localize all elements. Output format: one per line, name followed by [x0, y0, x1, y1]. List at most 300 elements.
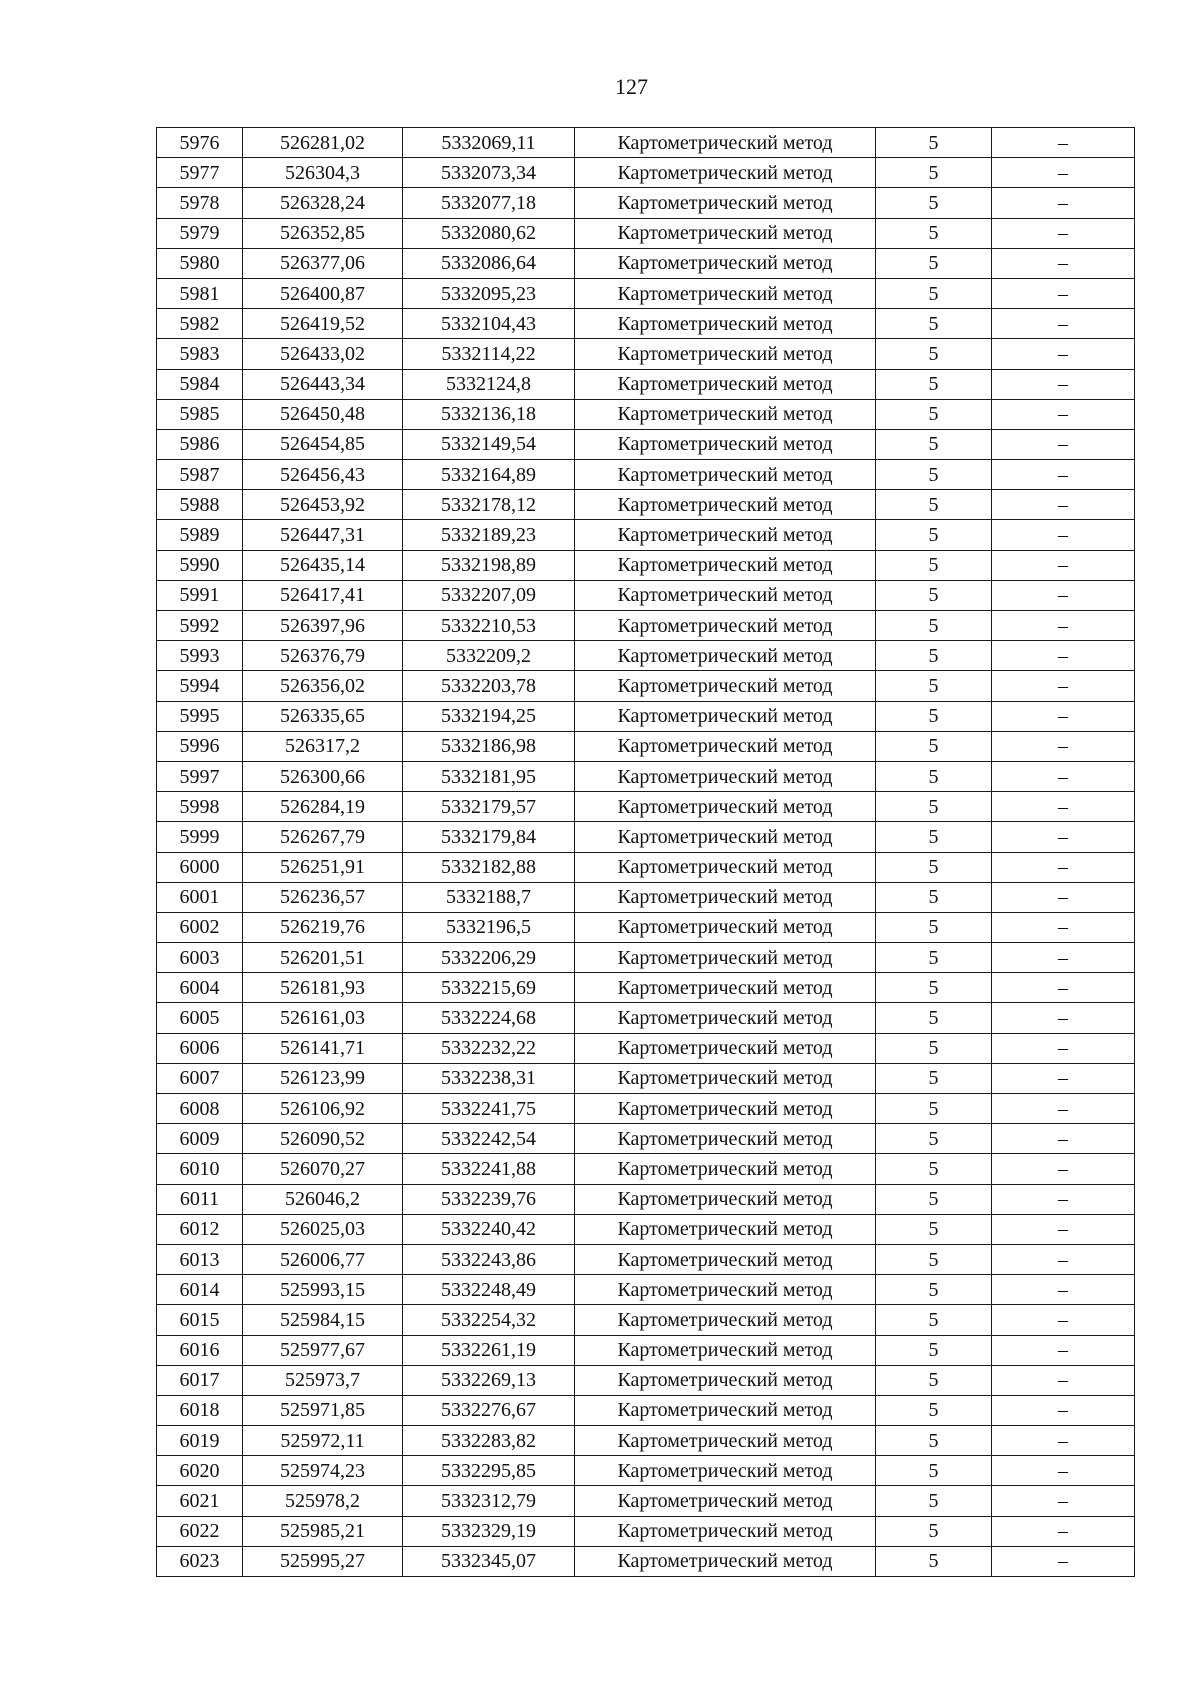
method-cell: Картометрический метод: [575, 278, 876, 308]
table-row: [157, 1124, 1135, 1154]
accuracy-cell: 5: [876, 1124, 992, 1154]
method-cell: Картометрический метод: [575, 882, 876, 912]
x-coordinate-cell: 526201,51: [243, 943, 403, 973]
method-cell: Картометрический метод: [575, 1486, 876, 1516]
x-coordinate-cell: 526300,66: [243, 761, 403, 791]
x-coordinate-cell: 526400,87: [243, 278, 403, 308]
table-row: [157, 792, 1135, 822]
point-number-cell: 6001: [157, 882, 243, 912]
description-cell: –: [992, 1516, 1135, 1546]
table-row: [157, 973, 1135, 1003]
accuracy-cell: 5: [876, 278, 992, 308]
description-cell: –: [992, 580, 1135, 610]
method-cell: Картометрический метод: [575, 248, 876, 278]
point-number-cell: 5994: [157, 671, 243, 701]
table-row: [157, 520, 1135, 550]
table-row: [157, 580, 1135, 610]
table-row: [157, 218, 1135, 248]
point-number-cell: 6016: [157, 1335, 243, 1365]
point-number-cell: 6002: [157, 912, 243, 942]
point-number-cell: 6004: [157, 973, 243, 1003]
point-number-cell: 6021: [157, 1486, 243, 1516]
accuracy-cell: 5: [876, 188, 992, 218]
method-cell: Картометрический метод: [575, 1365, 876, 1395]
description-cell: –: [992, 1395, 1135, 1425]
description-cell: –: [992, 822, 1135, 852]
y-coordinate-cell: 5332206,29: [403, 943, 575, 973]
description-cell: –: [992, 1184, 1135, 1214]
method-cell: Картометрический метод: [575, 1094, 876, 1124]
y-coordinate-cell: 5332198,89: [403, 550, 575, 580]
accuracy-cell: 5: [876, 248, 992, 278]
description-cell: –: [992, 278, 1135, 308]
table-row: [157, 1335, 1135, 1365]
y-coordinate-cell: 5332329,19: [403, 1516, 575, 1546]
method-cell: Картометрический метод: [575, 641, 876, 671]
method-cell: Картометрический метод: [575, 852, 876, 882]
description-cell: –: [992, 550, 1135, 580]
accuracy-cell: 5: [876, 1305, 992, 1335]
method-cell: Картометрический метод: [575, 1003, 876, 1033]
method-cell: Картометрический метод: [575, 1275, 876, 1305]
accuracy-cell: 5: [876, 490, 992, 520]
accuracy-cell: 5: [876, 641, 992, 671]
y-coordinate-cell: 5332241,88: [403, 1154, 575, 1184]
accuracy-cell: 5: [876, 1546, 992, 1576]
x-coordinate-cell: 525971,85: [243, 1395, 403, 1425]
table-row: [157, 158, 1135, 188]
description-cell: –: [992, 882, 1135, 912]
x-coordinate-cell: 526141,71: [243, 1033, 403, 1063]
method-cell: Картометрический метод: [575, 943, 876, 973]
x-coordinate-cell: 526453,92: [243, 490, 403, 520]
table-row: [157, 1063, 1135, 1093]
x-coordinate-cell: 526181,93: [243, 973, 403, 1003]
y-coordinate-cell: 5332210,53: [403, 611, 575, 641]
method-cell: Картометрический метод: [575, 1456, 876, 1486]
accuracy-cell: 5: [876, 429, 992, 459]
x-coordinate-cell: 526090,52: [243, 1124, 403, 1154]
y-coordinate-cell: 5332179,84: [403, 822, 575, 852]
x-coordinate-cell: 526236,57: [243, 882, 403, 912]
point-number-cell: 5979: [157, 218, 243, 248]
description-cell: –: [992, 852, 1135, 882]
accuracy-cell: 5: [876, 339, 992, 369]
method-cell: Картометрический метод: [575, 550, 876, 580]
y-coordinate-cell: 5332136,18: [403, 399, 575, 429]
x-coordinate-cell: 526006,77: [243, 1244, 403, 1274]
table-row: [157, 1486, 1135, 1516]
method-cell: Картометрический метод: [575, 822, 876, 852]
y-coordinate-cell: 5332077,18: [403, 188, 575, 218]
description-cell: –: [992, 1094, 1135, 1124]
point-number-cell: 6020: [157, 1456, 243, 1486]
x-coordinate-cell: 526304,3: [243, 158, 403, 188]
table-row: [157, 912, 1135, 942]
y-coordinate-cell: 5332241,75: [403, 1094, 575, 1124]
point-number-cell: 6011: [157, 1184, 243, 1214]
accuracy-cell: 5: [876, 731, 992, 761]
x-coordinate-cell: 525977,67: [243, 1335, 403, 1365]
point-number-cell: 6010: [157, 1154, 243, 1184]
y-coordinate-cell: 5332069,11: [403, 128, 575, 158]
accuracy-cell: 5: [876, 580, 992, 610]
y-coordinate-cell: 5332209,2: [403, 641, 575, 671]
y-coordinate-cell: 5332283,82: [403, 1426, 575, 1456]
point-number-cell: 5986: [157, 429, 243, 459]
table-row: [157, 882, 1135, 912]
x-coordinate-cell: 526106,92: [243, 1094, 403, 1124]
x-coordinate-cell: 526435,14: [243, 550, 403, 580]
y-coordinate-cell: 5332104,43: [403, 309, 575, 339]
point-number-cell: 6005: [157, 1003, 243, 1033]
accuracy-cell: 5: [876, 761, 992, 791]
point-number-cell: 6008: [157, 1094, 243, 1124]
table-row: [157, 1395, 1135, 1425]
description-cell: –: [992, 611, 1135, 641]
table-row: [157, 641, 1135, 671]
x-coordinate-cell: 525973,7: [243, 1365, 403, 1395]
method-cell: Картометрический метод: [575, 792, 876, 822]
x-coordinate-cell: 526377,06: [243, 248, 403, 278]
description-cell: –: [992, 1033, 1135, 1063]
method-cell: Картометрический метод: [575, 1244, 876, 1274]
x-coordinate-cell: 526281,02: [243, 128, 403, 158]
point-number-cell: 6017: [157, 1365, 243, 1395]
point-number-cell: 5980: [157, 248, 243, 278]
y-coordinate-cell: 5332186,98: [403, 731, 575, 761]
x-coordinate-cell: 526219,76: [243, 912, 403, 942]
point-number-cell: 5987: [157, 460, 243, 490]
y-coordinate-cell: 5332080,62: [403, 218, 575, 248]
point-number-cell: 6015: [157, 1305, 243, 1335]
point-number-cell: 5998: [157, 792, 243, 822]
x-coordinate-cell: 526419,52: [243, 309, 403, 339]
method-cell: Картометрический метод: [575, 399, 876, 429]
method-cell: Картометрический метод: [575, 671, 876, 701]
y-coordinate-cell: 5332189,23: [403, 520, 575, 550]
y-coordinate-cell: 5332178,12: [403, 490, 575, 520]
point-number-cell: 5991: [157, 580, 243, 610]
x-coordinate-cell: 526447,31: [243, 520, 403, 550]
y-coordinate-cell: 5332238,31: [403, 1063, 575, 1093]
x-coordinate-cell: 526025,03: [243, 1214, 403, 1244]
point-number-cell: 5997: [157, 761, 243, 791]
x-coordinate-cell: 526417,41: [243, 580, 403, 610]
x-coordinate-cell: 526335,65: [243, 701, 403, 731]
method-cell: Картометрический метод: [575, 1214, 876, 1244]
description-cell: –: [992, 1335, 1135, 1365]
accuracy-cell: 5: [876, 1184, 992, 1214]
y-coordinate-cell: 5332261,19: [403, 1335, 575, 1365]
coordinates-table-body: [157, 128, 1135, 1577]
table-row: [157, 1516, 1135, 1546]
table-row: [157, 278, 1135, 308]
point-number-cell: 6014: [157, 1275, 243, 1305]
accuracy-cell: 5: [876, 1244, 992, 1274]
y-coordinate-cell: 5332248,49: [403, 1275, 575, 1305]
table-row: [157, 1305, 1135, 1335]
table-row: [157, 943, 1135, 973]
description-cell: –: [992, 218, 1135, 248]
table-row: [157, 1214, 1135, 1244]
x-coordinate-cell: 526376,79: [243, 641, 403, 671]
point-number-cell: 5990: [157, 550, 243, 580]
accuracy-cell: 5: [876, 460, 992, 490]
accuracy-cell: 5: [876, 158, 992, 188]
description-cell: –: [992, 761, 1135, 791]
point-number-cell: 6022: [157, 1516, 243, 1546]
x-coordinate-cell: 525972,11: [243, 1426, 403, 1456]
y-coordinate-cell: 5332164,89: [403, 460, 575, 490]
table-row: [157, 309, 1135, 339]
description-cell: –: [992, 429, 1135, 459]
method-cell: Картометрический метод: [575, 158, 876, 188]
y-coordinate-cell: 5332181,95: [403, 761, 575, 791]
point-number-cell: 5995: [157, 701, 243, 731]
y-coordinate-cell: 5332345,07: [403, 1546, 575, 1576]
x-coordinate-cell: 525974,23: [243, 1456, 403, 1486]
method-cell: Картометрический метод: [575, 339, 876, 369]
x-coordinate-cell: 526328,24: [243, 188, 403, 218]
method-cell: Картометрический метод: [575, 1305, 876, 1335]
point-number-cell: 6023: [157, 1546, 243, 1576]
y-coordinate-cell: 5332124,8: [403, 369, 575, 399]
point-number-cell: 5996: [157, 731, 243, 761]
method-cell: Картометрический метод: [575, 1395, 876, 1425]
description-cell: –: [992, 1486, 1135, 1516]
method-cell: Картометрический метод: [575, 1516, 876, 1546]
description-cell: –: [992, 912, 1135, 942]
y-coordinate-cell: 5332269,13: [403, 1365, 575, 1395]
accuracy-cell: 5: [876, 550, 992, 580]
accuracy-cell: 5: [876, 882, 992, 912]
x-coordinate-cell: 526433,02: [243, 339, 403, 369]
point-number-cell: 5976: [157, 128, 243, 158]
accuracy-cell: 5: [876, 701, 992, 731]
point-number-cell: 6012: [157, 1214, 243, 1244]
point-number-cell: 5993: [157, 641, 243, 671]
method-cell: Картометрический метод: [575, 611, 876, 641]
description-cell: –: [992, 731, 1135, 761]
y-coordinate-cell: 5332095,23: [403, 278, 575, 308]
x-coordinate-cell: 526317,2: [243, 731, 403, 761]
table-row: [157, 1456, 1135, 1486]
description-cell: –: [992, 1305, 1135, 1335]
point-number-cell: 5984: [157, 369, 243, 399]
accuracy-cell: 5: [876, 1063, 992, 1093]
y-coordinate-cell: 5332243,86: [403, 1244, 575, 1274]
point-number-cell: 6006: [157, 1033, 243, 1063]
method-cell: Картометрический метод: [575, 701, 876, 731]
accuracy-cell: 5: [876, 1003, 992, 1033]
table-row: [157, 822, 1135, 852]
method-cell: Картометрический метод: [575, 128, 876, 158]
table-row: [157, 248, 1135, 278]
y-coordinate-cell: 5332215,69: [403, 973, 575, 1003]
accuracy-cell: 5: [876, 792, 992, 822]
description-cell: –: [992, 460, 1135, 490]
description-cell: –: [992, 158, 1135, 188]
y-coordinate-cell: 5332240,42: [403, 1214, 575, 1244]
description-cell: –: [992, 369, 1135, 399]
accuracy-cell: 5: [876, 822, 992, 852]
accuracy-cell: 5: [876, 611, 992, 641]
x-coordinate-cell: 525995,27: [243, 1546, 403, 1576]
description-cell: –: [992, 1546, 1135, 1576]
x-coordinate-cell: 526284,19: [243, 792, 403, 822]
y-coordinate-cell: 5332276,67: [403, 1395, 575, 1425]
accuracy-cell: 5: [876, 369, 992, 399]
accuracy-cell: 5: [876, 1426, 992, 1456]
accuracy-cell: 5: [876, 1395, 992, 1425]
x-coordinate-cell: 526251,91: [243, 852, 403, 882]
accuracy-cell: 5: [876, 309, 992, 339]
description-cell: –: [992, 1154, 1135, 1184]
description-cell: –: [992, 339, 1135, 369]
point-number-cell: 5983: [157, 339, 243, 369]
y-coordinate-cell: 5332194,25: [403, 701, 575, 731]
description-cell: –: [992, 1244, 1135, 1274]
method-cell: Картометрический метод: [575, 1154, 876, 1184]
description-cell: –: [992, 399, 1135, 429]
accuracy-cell: 5: [876, 943, 992, 973]
x-coordinate-cell: 526397,96: [243, 611, 403, 641]
accuracy-cell: 5: [876, 1033, 992, 1063]
accuracy-cell: 5: [876, 128, 992, 158]
accuracy-cell: 5: [876, 1335, 992, 1365]
method-cell: Картометрический метод: [575, 912, 876, 942]
description-cell: –: [992, 943, 1135, 973]
point-number-cell: 5985: [157, 399, 243, 429]
point-number-cell: 6013: [157, 1244, 243, 1274]
method-cell: Картометрический метод: [575, 1063, 876, 1093]
accuracy-cell: 5: [876, 973, 992, 1003]
point-number-cell: 5999: [157, 822, 243, 852]
description-cell: –: [992, 641, 1135, 671]
description-cell: –: [992, 490, 1135, 520]
table-row: [157, 701, 1135, 731]
page-number: 127: [615, 74, 648, 99]
table-row: [157, 1546, 1135, 1576]
x-coordinate-cell: 525985,21: [243, 1516, 403, 1546]
point-number-cell: 5981: [157, 278, 243, 308]
point-number-cell: 6018: [157, 1395, 243, 1425]
point-number-cell: 5982: [157, 309, 243, 339]
method-cell: Картометрический метод: [575, 1335, 876, 1365]
point-number-cell: 6003: [157, 943, 243, 973]
accuracy-cell: 5: [876, 912, 992, 942]
method-cell: Картометрический метод: [575, 520, 876, 550]
table-row: [157, 460, 1135, 490]
table-row: [157, 1244, 1135, 1274]
table-row: [157, 550, 1135, 580]
table-row: [157, 1033, 1135, 1063]
description-cell: –: [992, 1124, 1135, 1154]
table-row: [157, 128, 1135, 158]
description-cell: –: [992, 248, 1135, 278]
point-number-cell: 5978: [157, 188, 243, 218]
table-row: [157, 429, 1135, 459]
point-number-cell: 5977: [157, 158, 243, 188]
table-row: [157, 1275, 1135, 1305]
method-cell: Картометрический метод: [575, 490, 876, 520]
x-coordinate-cell: 526352,85: [243, 218, 403, 248]
description-cell: –: [992, 973, 1135, 1003]
x-coordinate-cell: 526443,34: [243, 369, 403, 399]
description-cell: –: [992, 1214, 1135, 1244]
y-coordinate-cell: 5332196,5: [403, 912, 575, 942]
coordinates-table: [156, 127, 1135, 1577]
description-cell: –: [992, 1365, 1135, 1395]
accuracy-cell: 5: [876, 852, 992, 882]
description-cell: –: [992, 671, 1135, 701]
table-row: [157, 188, 1135, 218]
point-number-cell: 6007: [157, 1063, 243, 1093]
y-coordinate-cell: 5332073,34: [403, 158, 575, 188]
table-row: [157, 611, 1135, 641]
description-cell: –: [992, 520, 1135, 550]
method-cell: Картометрический метод: [575, 188, 876, 218]
y-coordinate-cell: 5332312,79: [403, 1486, 575, 1516]
accuracy-cell: 5: [876, 1486, 992, 1516]
y-coordinate-cell: 5332254,32: [403, 1305, 575, 1335]
table-row: [157, 1003, 1135, 1033]
y-coordinate-cell: 5332114,22: [403, 339, 575, 369]
method-cell: Картометрический метод: [575, 973, 876, 1003]
description-cell: –: [992, 1275, 1135, 1305]
method-cell: Картометрический метод: [575, 1033, 876, 1063]
y-coordinate-cell: 5332203,78: [403, 671, 575, 701]
accuracy-cell: 5: [876, 1275, 992, 1305]
y-coordinate-cell: 5332242,54: [403, 1124, 575, 1154]
point-number-cell: 6019: [157, 1426, 243, 1456]
x-coordinate-cell: 526456,43: [243, 460, 403, 490]
description-cell: –: [992, 1456, 1135, 1486]
y-coordinate-cell: 5332182,88: [403, 852, 575, 882]
table-row: [157, 731, 1135, 761]
table-row: [157, 490, 1135, 520]
y-coordinate-cell: 5332207,09: [403, 580, 575, 610]
x-coordinate-cell: 526454,85: [243, 429, 403, 459]
x-coordinate-cell: 526161,03: [243, 1003, 403, 1033]
accuracy-cell: 5: [876, 1516, 992, 1546]
x-coordinate-cell: 526046,2: [243, 1184, 403, 1214]
accuracy-cell: 5: [876, 1214, 992, 1244]
method-cell: Картометрический метод: [575, 369, 876, 399]
description-cell: –: [992, 1063, 1135, 1093]
table-row: [157, 1184, 1135, 1214]
table-row: [157, 852, 1135, 882]
y-coordinate-cell: 5332224,68: [403, 1003, 575, 1033]
x-coordinate-cell: 526123,99: [243, 1063, 403, 1093]
description-cell: –: [992, 1003, 1135, 1033]
table-row: [157, 671, 1135, 701]
table-row: [157, 1365, 1135, 1395]
method-cell: Картометрический метод: [575, 731, 876, 761]
x-coordinate-cell: 525984,15: [243, 1305, 403, 1335]
method-cell: Картометрический метод: [575, 309, 876, 339]
method-cell: Картометрический метод: [575, 218, 876, 248]
y-coordinate-cell: 5332149,54: [403, 429, 575, 459]
x-coordinate-cell: 525978,2: [243, 1486, 403, 1516]
table-row: [157, 1154, 1135, 1184]
x-coordinate-cell: 526450,48: [243, 399, 403, 429]
accuracy-cell: 5: [876, 1094, 992, 1124]
method-cell: Картометрический метод: [575, 1184, 876, 1214]
table-row: [157, 1094, 1135, 1124]
accuracy-cell: 5: [876, 671, 992, 701]
